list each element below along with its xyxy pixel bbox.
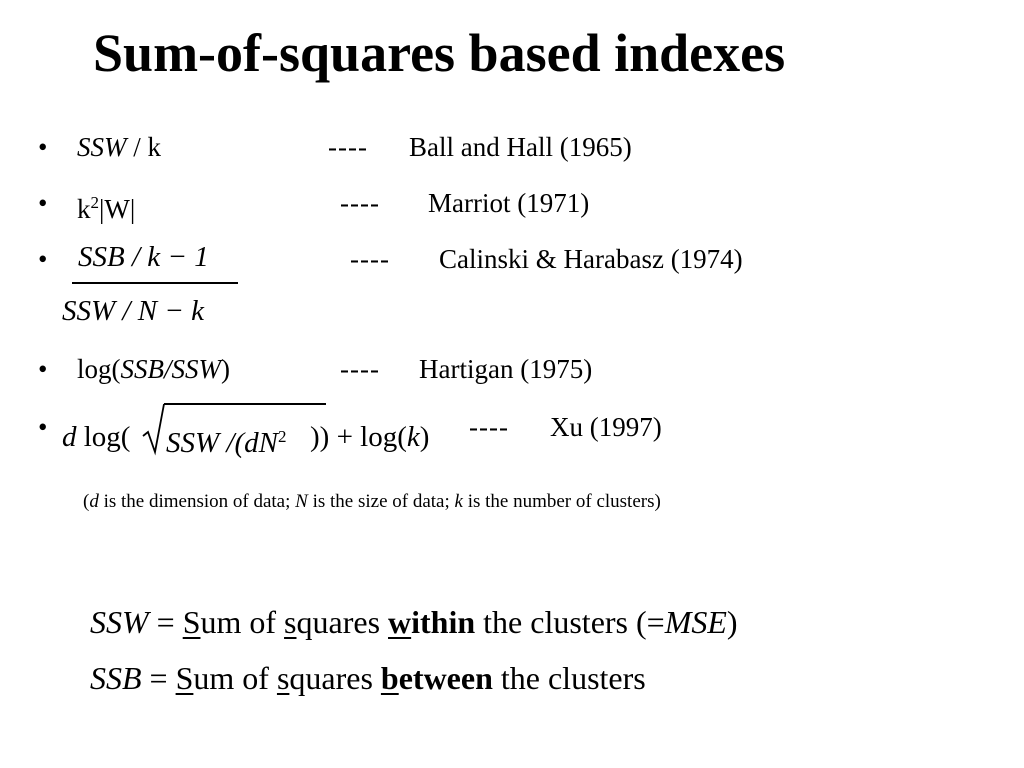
separator-3: ---- bbox=[350, 244, 390, 274]
formula-hartigan: log(SSB/SSW) bbox=[77, 354, 230, 384]
author-hartigan: Hartigan (1975) bbox=[419, 354, 593, 384]
separator-5: ---- bbox=[469, 412, 509, 442]
formula-xu: d log( bbox=[62, 421, 131, 453]
bullet-4: • bbox=[38, 354, 48, 384]
formula-ball-hall: SSW / k bbox=[77, 132, 162, 162]
separator-4: ---- bbox=[340, 354, 380, 384]
fraction-numerator: SSB / k − 1 bbox=[78, 241, 209, 273]
bullet-3: • bbox=[38, 244, 48, 274]
separator-2: ---- bbox=[340, 188, 380, 218]
footnote: (d is the dimension of data; N is the size of data; k is the number of clusters) bbox=[83, 491, 661, 512]
formula-xu-radicand: SSW $/(dN^2$ bbox=[166, 427, 287, 459]
formula-xu-tail: )) + log(k) bbox=[310, 421, 430, 453]
definition-ssb: SSB = Sum of squares between the clusters bbox=[90, 660, 646, 696]
formula-marriot: $k^2|W|$ bbox=[77, 193, 136, 224]
author-calinski-harabasz: Calinski & Harabasz (1974) bbox=[439, 244, 743, 274]
fraction-denominator: SSW / N − k bbox=[62, 295, 204, 327]
bullet-2: • bbox=[38, 188, 48, 218]
fraction-bar bbox=[72, 282, 238, 284]
author-marriot: Marriot (1971) bbox=[428, 188, 590, 218]
slide-title: Sum-of-squares based indexes bbox=[93, 23, 786, 83]
separator-1: ---- bbox=[328, 132, 368, 162]
sqrt-bar bbox=[164, 403, 326, 405]
bullet-1: • bbox=[38, 132, 48, 162]
author-ball-hall: Ball and Hall (1965) bbox=[409, 132, 632, 162]
sqrt-icon bbox=[142, 402, 166, 456]
definition-ssw: SSW = Sum of squares within the clusters (=MSE) bbox=[90, 604, 738, 640]
author-xu: Xu (1997) bbox=[550, 412, 662, 442]
bullet-5: • bbox=[38, 412, 48, 442]
